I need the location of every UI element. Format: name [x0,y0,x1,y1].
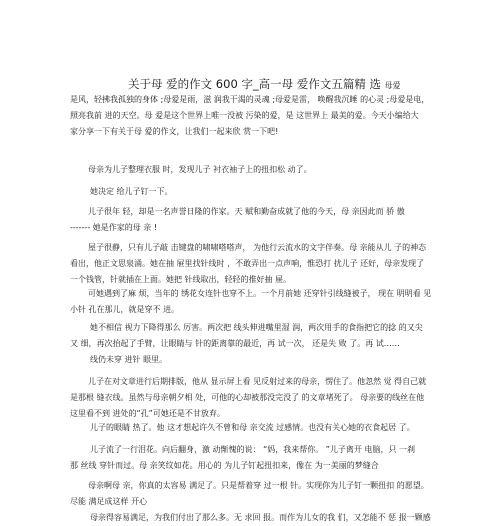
paragraph-line: 母亲为儿子整理衣服 时，发现儿子 衬衣袖子上的扭扣松 动了。 [88,165,312,174]
body-paragraph [70,352,440,368]
body-paragraph [70,442,440,474]
paragraph-line: 又 细，再次抬起了手臂，让眼睛与 针的距离靠的最近，再 试一次， 还是失 败 了。再 试…… [70,339,400,348]
paragraph-line: 她不相信 视力下降得那么 厉害。两次把 线头伸进嘴里湿 润，两次用手的食指把它的捻 的又尖 [90,323,423,332]
body-paragraph [70,162,440,178]
paragraph-line: 这里看不到 进处的“孔”可她还是不甘放弃。 [70,409,225,418]
paragraph-line: 小针 孔在那儿，就是穿不 进。 [70,305,180,314]
paragraph-line: 尽能 满足成这样 开心 [70,497,148,506]
paragraph-line: 是那根 缝衣线。虽然与母亲朝夕相 处，可他的心却被那没完没了 的文章堵死了。 母亲要的线丝在他 [70,393,425,402]
paragraph-line: 可她遇到了麻 烦，当年的 绣花女连针也穿不上。一个月前她 还穿针引线缝被子， 现在 明明看 见 [88,289,432,298]
paragraph-line: 一个钱管，针就插在上面。她把 针线取出，轻轻的推好抽 屉。 [70,275,292,284]
intro-paragraph [70,92,436,140]
intro-line: 家分享一下有关于母 爱的作文，让我们一起来欣 赏一下吧! [70,127,279,136]
body-paragraph [70,184,440,200]
paragraph-line: 儿子流了一行泪花。向后翻身，激 动惭愧的说： “妈，我来帮你。 ”儿子离开 电脑，只 一刹 [90,445,415,454]
paragraph-line: 儿子很年 轻，却是一名声誉日隆的作家。天 赋和勤奋成就了他的今天，母 亲因此而 骄 傲 [88,207,405,216]
paragraph-line: 看出，他正文思泉涌。她在抽 屉里找针线时 ，不敢弄出一点声响，惟恐打 扰儿子 还好，母亲发现了 [70,259,425,268]
body-paragraph [70,478,440,510]
paragraph-line: 屋子很静，只有儿子敲 击键盘的啸啸嗒嗒声， 为他行云流水的文字伴奏。母 亲能从儿 子的神态 [88,243,427,252]
paragraph-line: 那 丝线 穿针而过。母 亲笑纹如花。用心的 为儿子钉起扭扣来，像在 为一美丽的梦缝合 [70,461,379,470]
title-text: 关于母 爱的作文 600 字_高一母 爱作文五篇精 选 [128,77,381,91]
paragraph-line: 线仍未穿 进针 眼里。 [90,355,168,364]
document-title [128,76,401,92]
paragraph-line: 她决定 给儿子钉一下。 [90,187,173,196]
paragraph-line: 儿子在对文章进行后期排版，他从 显示屏上看 见反射过来的母亲，愣住了。他忽然 觉 得自己就 [88,377,427,386]
body-paragraph [70,320,440,352]
title-tail: 母爱 [384,81,401,90]
body-paragraph [70,204,440,236]
intro-line: 是风，轻拂我孤独的身体 ;母爱是雨，滋 润我干渴的灵魂 ;母爱是雷， 唤醒我沉睡 的心灵 ;母爱是电， [70,95,430,104]
intro-line: 照亮我前 进的天空。母 爱是这个世界上唯一没被 污染的爱，是 这世界上 最美的爱。今天小编给大 [70,111,419,120]
body-paragraph [70,420,440,436]
paragraph-line: ------- 她是作家的母 亲 ! [70,223,158,232]
body-paragraph [70,374,440,422]
paragraph-line: 母亲啊母 亲，你真的太容易 满足了。只是帮着穿 过一根 针。实现你为儿子钉一颗扭扣 的愿望。 [88,481,429,490]
body-paragraph [70,286,440,318]
body-paragraph [70,240,440,288]
body-paragraph [70,510,440,526]
paragraph-line: 儿子的眼睛 热了。他 这才想起许久不曾和母 亲交流 过感情。也没有关心她的衣食起居 了。 [90,423,415,432]
paragraph-line: 母亲得容易满足，为我们付出了那么多。无 求回 报。而作为儿女的我 们，又怎能不 惩 报一颗感 [90,513,431,522]
